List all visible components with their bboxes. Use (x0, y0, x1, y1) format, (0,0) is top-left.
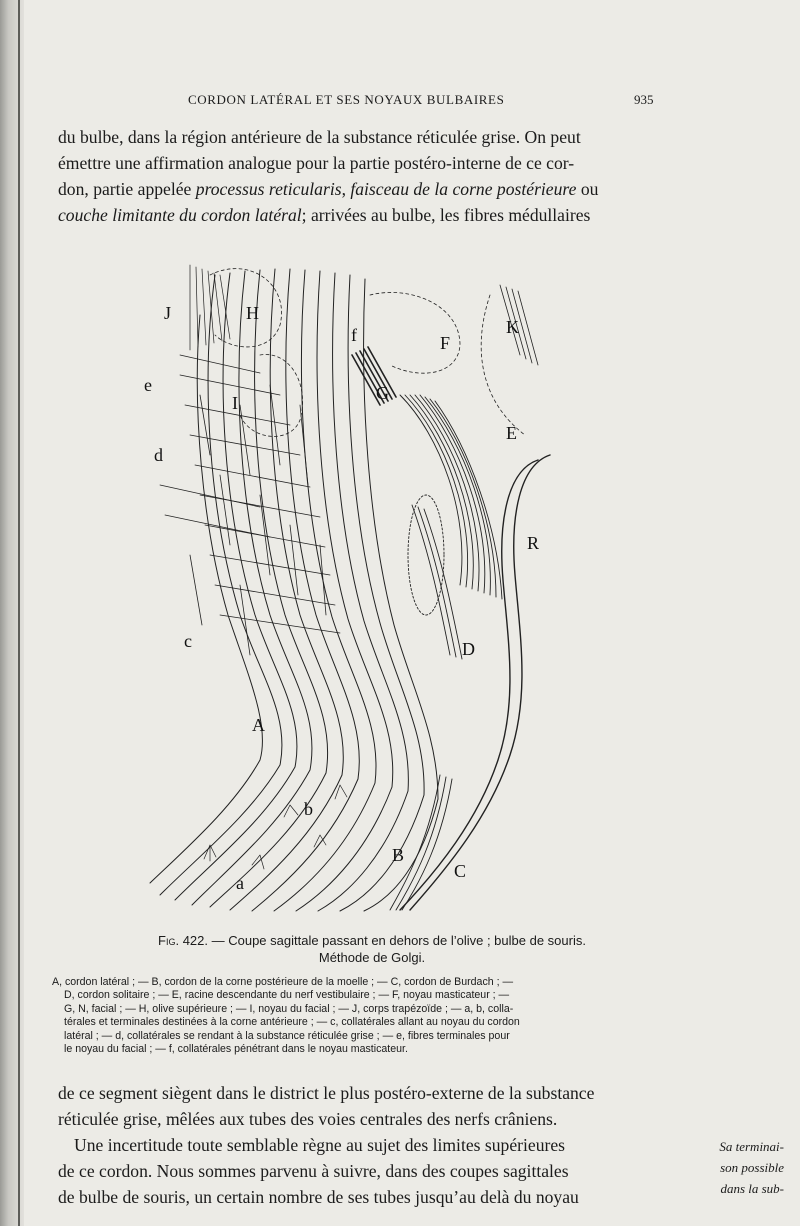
legend-line: G, N, facial ; — H, olive supérieure ; — I, noyau du facial ; — J, corps trapézoïde ; — a, b, colla- (64, 1002, 514, 1015)
italic-term: couche limitante du cordon latéral (58, 205, 302, 225)
text-run: ; arrivées au bulbe, les fibres médullaires (301, 205, 591, 225)
page-number: 935 (634, 92, 654, 107)
figure-legend (52, 976, 662, 1056)
figure-label-e: e (144, 375, 152, 395)
figure-label-J: J (164, 303, 172, 323)
superior-olive-region (210, 269, 460, 437)
text-line: réticulée grise, mêlées aux tubes des voies centrales des nerfs crâniens. (58, 1109, 558, 1129)
page-binding-line (18, 0, 20, 1226)
margin-note-line: son possible (720, 1160, 784, 1175)
vestibular-root-fibers (400, 395, 502, 599)
text-line: de bulbe de souris, un certain nombre de ses tubes jusqu’au delà du noyau (58, 1187, 579, 1207)
lateral-cord-fibers (150, 269, 438, 911)
margin-note-line: dans la sub- (720, 1181, 784, 1196)
legend-line: D, cordon solitaire ; — E, racine descendante du nerf vestibulaire ; — F, noyau masticateur ; — (64, 989, 510, 1002)
figure-label-R: R (527, 533, 540, 553)
solitary-bundle (408, 495, 462, 659)
figure-label-G: G (376, 383, 389, 403)
text-line: du bulbe, dans la région antérieure de la substance réticulée grise. On peut (58, 127, 581, 147)
figure-label-C: C (454, 861, 467, 881)
text-line: de ce cordon. Nous sommes parvenu à suivre, dans des coupes sagittales (58, 1161, 569, 1181)
text-run: , (341, 179, 351, 199)
figure-label-a: a (236, 873, 244, 893)
figure-label-A: A (252, 715, 265, 735)
terminal-arborizations (204, 785, 347, 869)
caption-method: Méthode de Golgi. (318, 950, 426, 965)
italic-term: faisceau de la corne postérieure (350, 179, 577, 199)
text-line (58, 176, 670, 202)
figure-label-d: d (154, 445, 163, 465)
collateral-network (160, 355, 340, 655)
legend-line: le noyau du facial ; — f, collatérales pénétrant dans le noyau masticateur. (64, 1043, 408, 1056)
figure-label-K: K (506, 317, 519, 337)
text-run: ou (576, 179, 599, 199)
figure-caption (92, 932, 652, 966)
caption-text: — Coupe sagittale passant en dehors de l’olive ; bulbe de souris. (208, 933, 586, 948)
figure-label-I: I (232, 393, 238, 413)
figure-label-E: E (506, 423, 517, 443)
figure-label-F: F (440, 333, 451, 353)
legend-line: térales et terminales destinées à la corne antérieure ; — c, collatérales allant au noyau du cordon (64, 1016, 520, 1029)
text-line (58, 202, 670, 228)
page-binding-edge (0, 0, 24, 1226)
figure-label-c: c (184, 631, 192, 651)
margin-note (684, 1136, 784, 1199)
figure-label-B: B (392, 845, 405, 865)
text-run: don, partie appelée (58, 179, 196, 199)
figure-label-f: f (351, 325, 357, 345)
text-line: de ce segment siègent dans le district le plus postéro-externe de la substance (58, 1083, 595, 1103)
figure-label-b: b (304, 799, 313, 819)
figure-illustration (140, 255, 570, 915)
figure-label-H: H (246, 303, 259, 323)
burdach-cord-fibers (481, 285, 538, 435)
italic-term: processus reticularis (195, 179, 342, 199)
legend-line: latéral ; — d, collatérales se rendant à la substance réticulée grise ; — e, fibres terminales pour (64, 1029, 510, 1042)
figure-label-D: D (462, 639, 475, 659)
facial-nerve-bundle (352, 347, 396, 405)
text-line: Une incertitude toute semblable règne au sujet des limites supérieures (74, 1135, 566, 1155)
caption-line (92, 932, 652, 949)
text-line: émettre une affirmation analogue pour la partie postéro-interne de ce cor- (58, 153, 575, 173)
bottom-paragraph (58, 1080, 670, 1210)
top-paragraph (58, 124, 670, 228)
figure-number: Fig. 422. (158, 933, 208, 948)
margin-note-line: Sa terminai- (719, 1139, 784, 1154)
legend-line: A, cordon latéral ; — B, cordon de la corne postérieure de la moelle ; — C, cordon de Burdach ; — (52, 976, 514, 988)
running-title: CORDON LATÉRAL ET SES NOYAUX BULBAIRES (188, 92, 505, 107)
lower-cord-fibers (390, 775, 452, 910)
figure-drawing (140, 255, 570, 915)
